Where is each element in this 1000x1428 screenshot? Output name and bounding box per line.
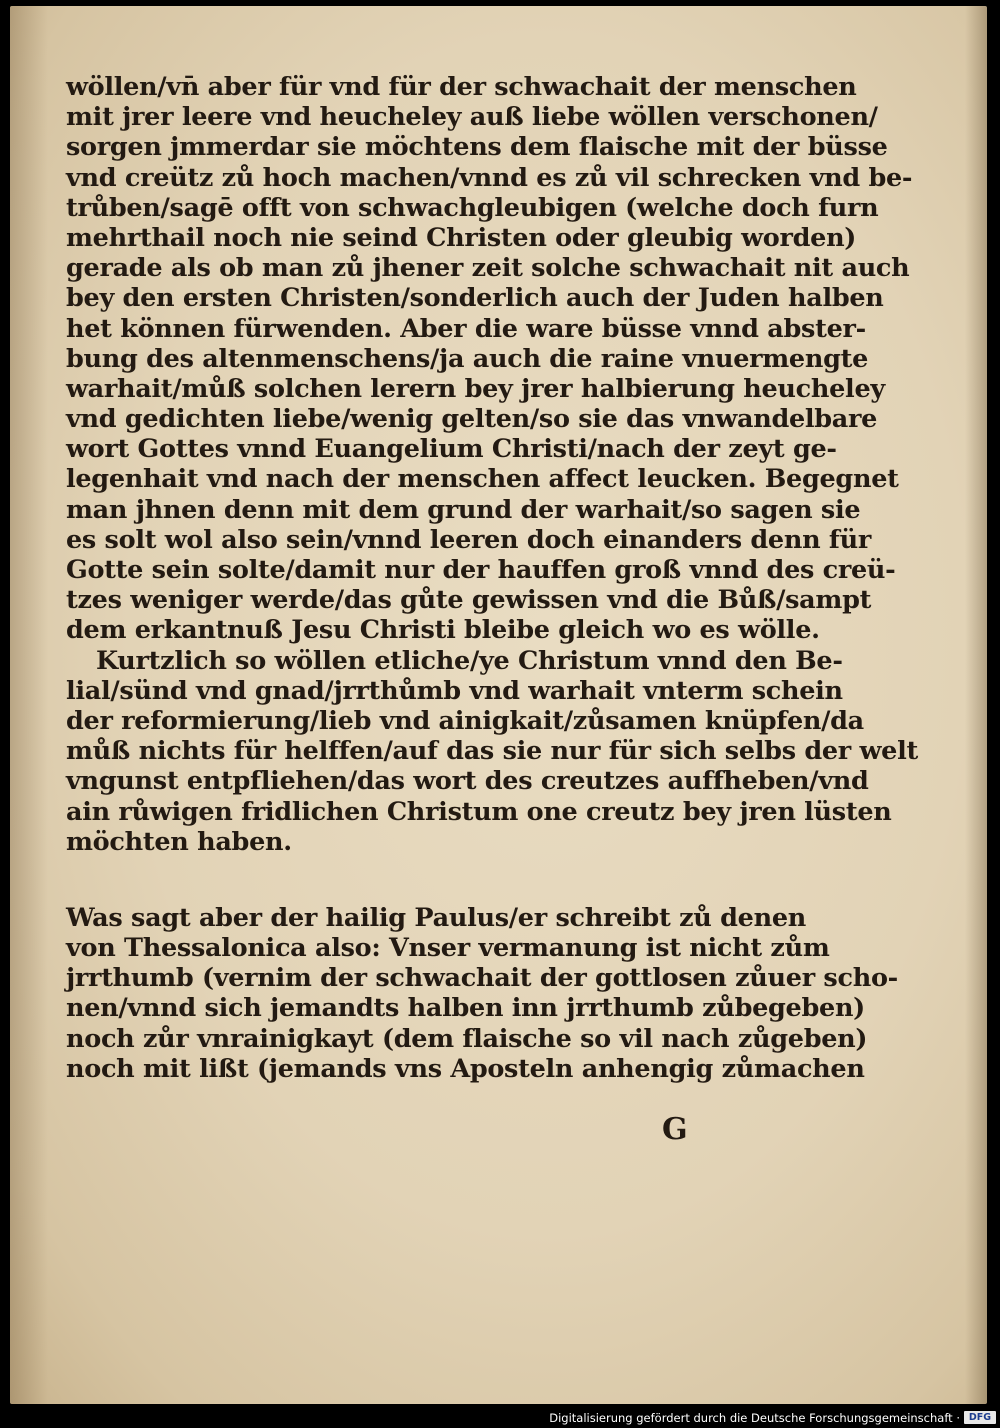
text-line: wort Gottes vnnd Euangelium Christi/nach der zeyt ge- <box>66 434 837 465</box>
text-line: von Thessalonica also: Vnser vermanung ist nicht zům <box>66 933 830 964</box>
text-line: trůben/sagē offt von schwachgleubigen (welche doch furn <box>66 192 879 223</box>
funding-notice: Digitalisierung gefördert durch die Deutsche Forschungsgemeinschaft · <box>549 1411 960 1425</box>
text-line: mehrthail noch nie seind Christen oder gleubig worden) <box>66 222 857 253</box>
text-line: lial/sünd vnd gnad/jrrthůmb vnd warhait vnterm schein <box>66 675 843 706</box>
paragraph-1 <box>66 72 913 646</box>
text-line: es solt wol also sein/vnnd leeren doch einanders denn für <box>66 524 871 555</box>
text-line: man jhnen denn mit dem grund der warhait/so sagen sie <box>66 494 861 525</box>
text-line: nen/vnnd sich jemandts halben inn jrrthumb zůbegeben) <box>66 993 865 1024</box>
text-line: sorgen jmmerdar sie möchtens dem flaische mit der büsse <box>66 132 888 163</box>
main-text <box>66 72 918 1084</box>
text-line: bey den ersten Christen/sonderlich auch der Juden halben <box>66 283 884 314</box>
text-line: Kurtzlich so wöllen etliche/ye Christum vnnd den Be- <box>96 645 843 676</box>
text-line: vnd creütz zů hoch machen/vnnd es zů vil schrecken vnd be- <box>66 162 913 193</box>
text-line: wöllen/vn̄ aber für vnd für der schwachait der menschen <box>66 72 857 102</box>
text-line: dem erkantnuß Jesu Christi bleibe gleich wo es wölle. <box>66 615 820 646</box>
text-line: gerade als ob man zů jhener zeit solche schwachait nit auch <box>66 253 910 284</box>
text-line: jrrthumb (vernim der schwachait der gottlosen zůuer scho- <box>66 963 898 994</box>
text-line: tzes weniger werde/das gůte gewissen vnd die Bůß/sampt <box>66 585 872 616</box>
paragraph-2 <box>66 645 918 857</box>
text-line: legenhait vnd nach der menschen affect leucken. Begegnet <box>66 464 899 495</box>
text-line: vnd gedichten liebe/wenig gelten/so sie das vnwandelbare <box>66 404 878 435</box>
text-line: der reformierung/lieb vnd ainigkait/zůsamen knüpfen/da <box>66 705 864 736</box>
text-line: noch zůr vnrainigkayt (dem flaische so vil nach zůgeben) <box>66 1023 868 1054</box>
book-page <box>10 6 987 1404</box>
text-line: het können fürwenden. Aber die ware büsse vnnd abster- <box>66 313 866 344</box>
text-line: Gotte sein solte/damit nur der hauffen groß vnnd des creü- <box>66 555 896 585</box>
text-line: mit jrer leere vnd heucheley auß liebe wöllen verschonen/ <box>66 102 878 133</box>
paragraph-3 <box>66 902 898 1084</box>
footer-bar <box>0 1408 1000 1428</box>
text-line: můß nichts für helffen/auf das sie nur für sich selbs der welt <box>66 736 918 767</box>
text-line: vngunst entpfliehen/das wort des creutzes auffheben/vnd <box>66 766 869 797</box>
dfg-logo: DFG <box>964 1411 996 1424</box>
text-line: ain růwigen fridlichen Christum one creutz bey jren lüsten <box>66 796 892 827</box>
signature-mark: G <box>662 1112 688 1147</box>
text-line: noch mit lißt (jemands vns Aposteln anhengig zůmachen <box>66 1053 865 1084</box>
text-line: bung des altenmenschens/ja auch die raine vnuermengte <box>66 343 869 374</box>
text-line: Was sagt aber der hailig Paulus/er schreibt zů denen <box>66 902 806 933</box>
text-line: warhait/můß solchen lerern bey jrer halbierung heucheley <box>66 373 885 404</box>
paragraph-gap <box>66 857 806 903</box>
text-line: möchten haben. <box>66 826 292 857</box>
